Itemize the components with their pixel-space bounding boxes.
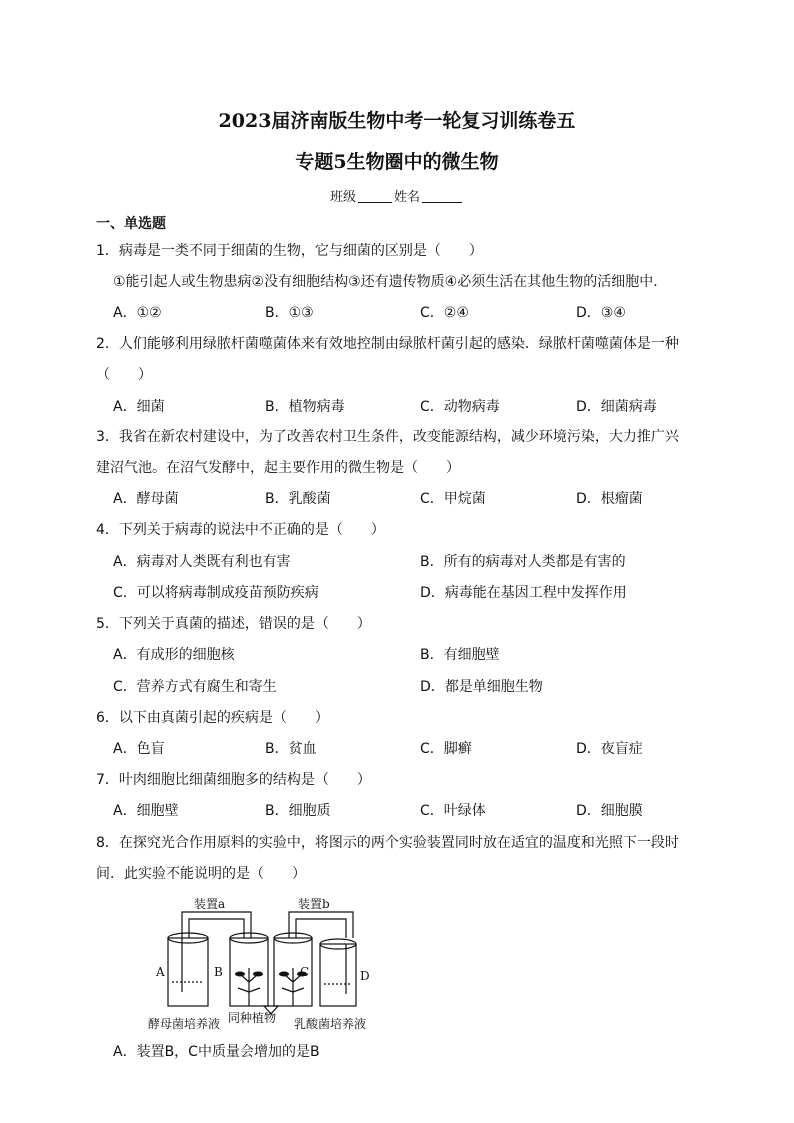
- jar-a: [168, 938, 208, 1006]
- page-title: 2023届济南版生物中考一轮复习训练卷五: [218, 110, 576, 132]
- question-5-stem: 5．下列关于真菌的描述，错误的是（ ）: [96, 616, 371, 632]
- q3-option-c[interactable]: C．甲烷菌: [420, 491, 486, 507]
- q5-option-a[interactable]: A．有成形的细胞核: [113, 647, 235, 663]
- q1-option-a[interactable]: A．①②: [113, 305, 162, 321]
- q4-option-b[interactable]: B．所有的病毒对人类都是有害的: [420, 554, 626, 570]
- tube-a-inner: [189, 919, 244, 938]
- q2-option-b[interactable]: B．植物病毒: [265, 399, 345, 415]
- q6-option-c[interactable]: C．脚癣: [420, 741, 472, 757]
- q8-option-a[interactable]: A．装置B，C中质量会增加的是B: [113, 1044, 320, 1060]
- question-8-stem: 8．在探究光合作用原料的实验中，将图示的两个实验装置同时放在适宜的温度和光照下一段时: [96, 835, 679, 851]
- tube-b-outer: [289, 912, 353, 938]
- q2-option-d[interactable]: D．细菌病毒: [576, 399, 657, 415]
- caption-plant: 同种植物: [228, 1011, 277, 1025]
- class-name-line: [0, 186, 794, 205]
- jar-d: [320, 944, 356, 1006]
- tube-a-outer: [182, 912, 251, 938]
- page-subtitle: 专题5生物圈中的微生物: [295, 151, 499, 173]
- caption-yeast: 酵母菌培养液: [148, 1017, 221, 1031]
- q6-option-b[interactable]: B．贫血: [265, 741, 317, 757]
- q7-option-d[interactable]: D．细胞膜: [576, 803, 643, 819]
- question-1-statements: ①能引起人或生物患病②没有细胞结构③还有遗传物质④必须生活在其他生物的活细胞中.: [113, 274, 658, 290]
- caption-lactic: 乳酸菌培养液: [294, 1017, 367, 1031]
- q1-option-d[interactable]: D．③④: [576, 305, 626, 321]
- letter-d: D: [360, 969, 370, 983]
- class-blank: [358, 189, 392, 203]
- question-4-stem: 4．下列关于病毒的说法中不正确的是（ ）: [96, 522, 385, 538]
- tube-b-inner: [296, 919, 346, 938]
- question-8-stem-cont: 间．此实验不能说明的是（ ）: [96, 866, 306, 882]
- question-2-stem-cont: （ ）: [96, 367, 152, 383]
- q1-option-c[interactable]: C．②④: [420, 305, 469, 321]
- q3-option-b[interactable]: B．乳酸菌: [265, 491, 331, 507]
- letter-c: C: [300, 965, 310, 979]
- q7-option-a[interactable]: A．细胞壁: [113, 803, 179, 819]
- label-apparatus-b: 装置b: [298, 897, 330, 911]
- q1-option-b[interactable]: B．①③: [265, 305, 314, 321]
- question-2-stem: 2．人们能够利用绿脓杆菌噬菌体来有效地控制由绿脓杆菌引起的感染．绿脓杆菌噬菌体是一种: [96, 336, 679, 352]
- q5-option-c[interactable]: C．营养方式有腐生和寄生: [113, 679, 277, 695]
- q4-option-d[interactable]: D．病毒能在基因工程中发挥作用: [420, 585, 627, 601]
- question-1-stem: 1．病毒是一类不同于细菌的生物，它与细菌的区别是（ ）: [96, 243, 483, 259]
- q6-option-d[interactable]: D．夜盲症: [576, 741, 643, 757]
- question-6-stem: 6．以下由真菌引起的疾病是（ ）: [96, 710, 329, 726]
- q4-option-a[interactable]: A．病毒对人类既有利也有害: [113, 554, 291, 570]
- q6-option-a[interactable]: A．色盲: [113, 741, 165, 757]
- q3-option-a[interactable]: A．酵母菌: [113, 491, 179, 507]
- q4-option-c[interactable]: C．可以将病毒制成疫苗预防疾病: [113, 585, 319, 601]
- q3-option-d[interactable]: D．根瘤菌: [576, 491, 643, 507]
- q5-option-d[interactable]: D．都是单细胞生物: [420, 679, 543, 695]
- experiment-apparatus-figure: [148, 892, 398, 1032]
- q2-option-a[interactable]: A．细菌: [113, 399, 165, 415]
- question-3-stem: 3．我省在新农村建设中，为了改善农村卫生条件，改变能源结构，减少环境污染，大力推广兴: [96, 429, 679, 445]
- label-apparatus-a: 装置a: [194, 897, 226, 911]
- q5-option-b[interactable]: B．有细胞壁: [420, 647, 500, 663]
- question-3-stem-cont: 建沼气池。在沼气发酵中，起主要作用的微生物是（ ）: [96, 460, 460, 476]
- class-label: 班级: [329, 190, 356, 205]
- section-heading: 一、单选题: [96, 216, 166, 232]
- q7-option-c[interactable]: C．叶绿体: [420, 803, 486, 819]
- name-label: 姓名: [394, 190, 421, 205]
- question-7-stem: 7．叶肉细胞比细菌细胞多的结构是（ ）: [96, 772, 371, 788]
- q2-option-c[interactable]: C．动物病毒: [420, 399, 500, 415]
- letter-a: A: [156, 965, 165, 979]
- letter-b: B: [214, 965, 223, 979]
- q7-option-b[interactable]: B．细胞质: [265, 803, 331, 819]
- name-blank: [422, 189, 462, 203]
